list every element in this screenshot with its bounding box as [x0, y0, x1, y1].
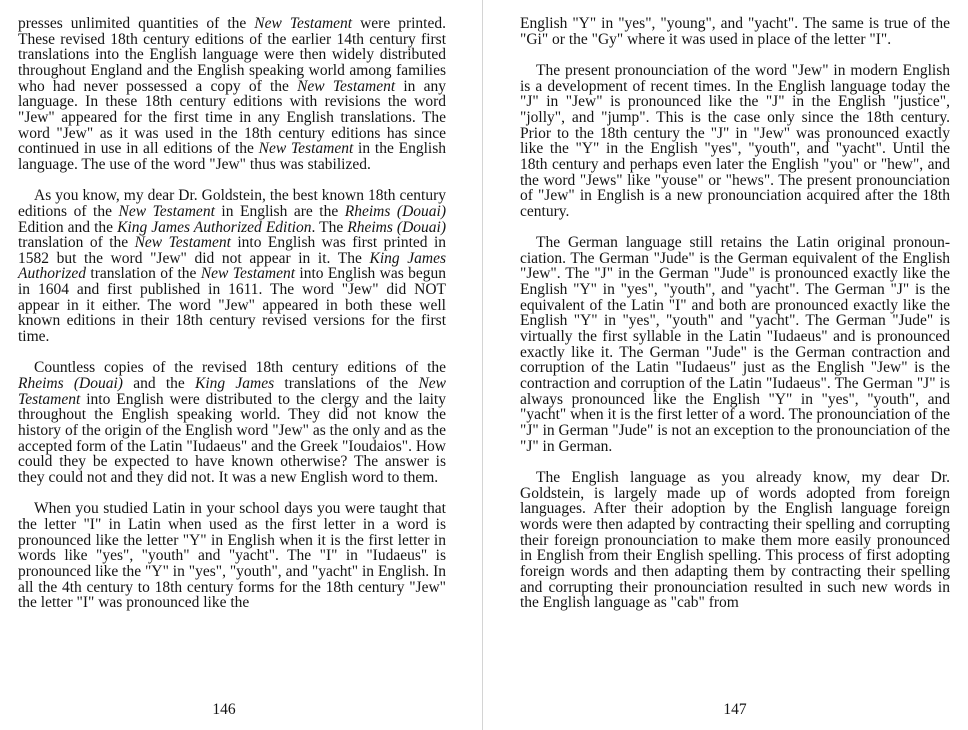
text-run: into English was first printed in 1582 but the word "Jew" did not appear in it. The: [18, 234, 447, 267]
paragraph: [18, 360, 446, 485]
text-run: The present pronounciation of the word "Jew" in modern English is a development of recent times. In the English language today the "J" in "Jew" is pronounced like the "J" in the English "justice", "jolly", and "jump". This is the case only since the 18th century. Prior to the 18th century the "J" in "Jew" was pronounced exactly like the "Y" in the English "yes", "youth", and "yacht". Until the 18th century and perhaps even later the English "you" or "hew", and the word "Jews" like "youse" or "hews". The present pronounciation of "Jew" in English is a new pronounciation acquired after the 18th century.: [520, 61, 950, 220]
italic-title: Rheims (Douai): [344, 202, 446, 220]
paragraph: [520, 16, 950, 47]
text-run: into English was begun in 1604 and first published in 1611. The word "Jew" did NOT appear in it either. The word "Jew" appeared in both these well known editions in their 18th century revised versions for the first time.: [18, 265, 447, 346]
italic-title: King James Authorized Edition: [117, 218, 312, 236]
gutter-divider: [482, 0, 483, 730]
paragraph: [520, 235, 950, 454]
paragraph: [520, 63, 950, 220]
text-run: The German language still retains the Latin original pronounciation. The German "Jude" is the German equivalent of the English "Jew". The "J" in the German "Jude" is pronounced exactly like the English "Y" in "yes", "youth", and "yacht". The German "J" is the equivalent of the Latin "I" and both are pronounced exactly like the English "Y" in "yes", "youth" and "yacht". The German "Jude" is virtually the first syllable in the Latin "Iudaeus" and is pronounced exactly like it. The German "Jude" is the German contraction and corruption of the Latin "Iudaeus" just as the English "Jew" is the contraction and corruption of the Latin "Iudaeus". The German "J" is always pronounced like the English "Y" in "yes", "youth", and "yacht" when it is the first letter of a word. The pronounciation of the "J" in German "Jude" is not an exception to the pronounciation of the "J" in German.: [520, 234, 950, 455]
text-run: translations of the: [274, 375, 419, 393]
text-run: English "Y" in "yes", "young", and "yacht". The same is true of the "Gi" or the "Gy" where it was used in place of the letter "I".: [520, 15, 950, 48]
italic-title: New Testament: [200, 265, 296, 283]
italic-title: New Testament: [18, 375, 446, 408]
paragraph: [18, 16, 446, 173]
italic-title: King James Authorized: [18, 249, 446, 283]
text-run: in the English language. The use of the word "Jew" thus was stabilized.: [18, 140, 446, 173]
text-run: were printed. These revised 18th century editions of the earlier 14th century first translations into the English language were then widely distributed throughout England and the English speaking world among families who had never possessed a copy of the: [18, 15, 446, 95]
italic-title: New Testament: [118, 202, 215, 220]
right-page: [520, 0, 950, 730]
text-run: As you know, my dear Dr. Goldstein, the best known 18th century editions of the: [18, 187, 446, 220]
page-number: 146: [212, 701, 236, 718]
text-run: and the: [122, 375, 196, 393]
text-run: translation of the: [86, 265, 201, 283]
italic-title: New Testament: [254, 15, 353, 32]
paragraph: [18, 501, 446, 611]
text-run: in English are the: [214, 202, 345, 220]
page-number: 147: [723, 701, 747, 718]
italic-title: King James: [195, 375, 275, 393]
paragraph: [18, 188, 446, 345]
italic-title: New Testament: [134, 234, 231, 252]
text-run: in any language. In these 18th century editions with revisions the word "Jew" appeared for the first time in any English translations. The word "Jew" as it was used in the 18th century editions has since continued in use in all editions of the: [18, 77, 446, 158]
text-run: . The: [311, 218, 348, 236]
text-run: The English language as you already know, my dear Dr. Goldstein, is largely made up of words adopted from foreign languages. After their adoption by the English language foreign words were then adapted by contracting their spelling and corrupting their foreign pronounciation to make them more easily pronounced in English from their English spelling. This process of first adopting foreign words and then adapting them by contracting their spelling and corrupting their pronounciation resulted in such new words in the English language as "cab" from: [520, 468, 950, 612]
right-page-text: [520, 16, 950, 611]
text-run: When you studied Latin in your school days you were taught that the letter "I" in Latin when used as the first letter in a word is pronounced like the letter "Y" in English when it is the first letter in words like "yes", "youth" and "yacht". The "I" in "Iudaeus" is pronounced like the "Y" in "yes", "youth", and "yacht" in English. In all the 4th century to 18th century forms for the 18th century "Jew" the letter "I" was pronounced like the: [18, 500, 446, 612]
text-run: Countless copies of the revised 18th century editions of the: [34, 359, 446, 377]
paragraph: [520, 470, 950, 611]
left-page-text: [18, 16, 446, 611]
text-run: into English were distributed to the clergy and the laity throughout the English speaking world. They did not know the history of the origin of the English word "Jew" as the only and as the accepted form of the Latin "Iudaeus" and the Greek "Ioudaios". How could they be expected to have known otherwise? The answer is they could not and they did not. It was a new English word to them.: [18, 390, 446, 486]
italic-title: New Testament: [297, 77, 396, 95]
italic-title: Rheims (Douai): [18, 375, 123, 393]
italic-title: New Testament: [258, 140, 354, 158]
text-run: presses unlimited quantities of the: [18, 15, 255, 32]
italic-title: Rheims (Douai): [347, 218, 446, 236]
left-page: [18, 0, 446, 730]
text-run: translation of the: [18, 234, 135, 252]
text-run: Edition and the: [18, 218, 118, 236]
